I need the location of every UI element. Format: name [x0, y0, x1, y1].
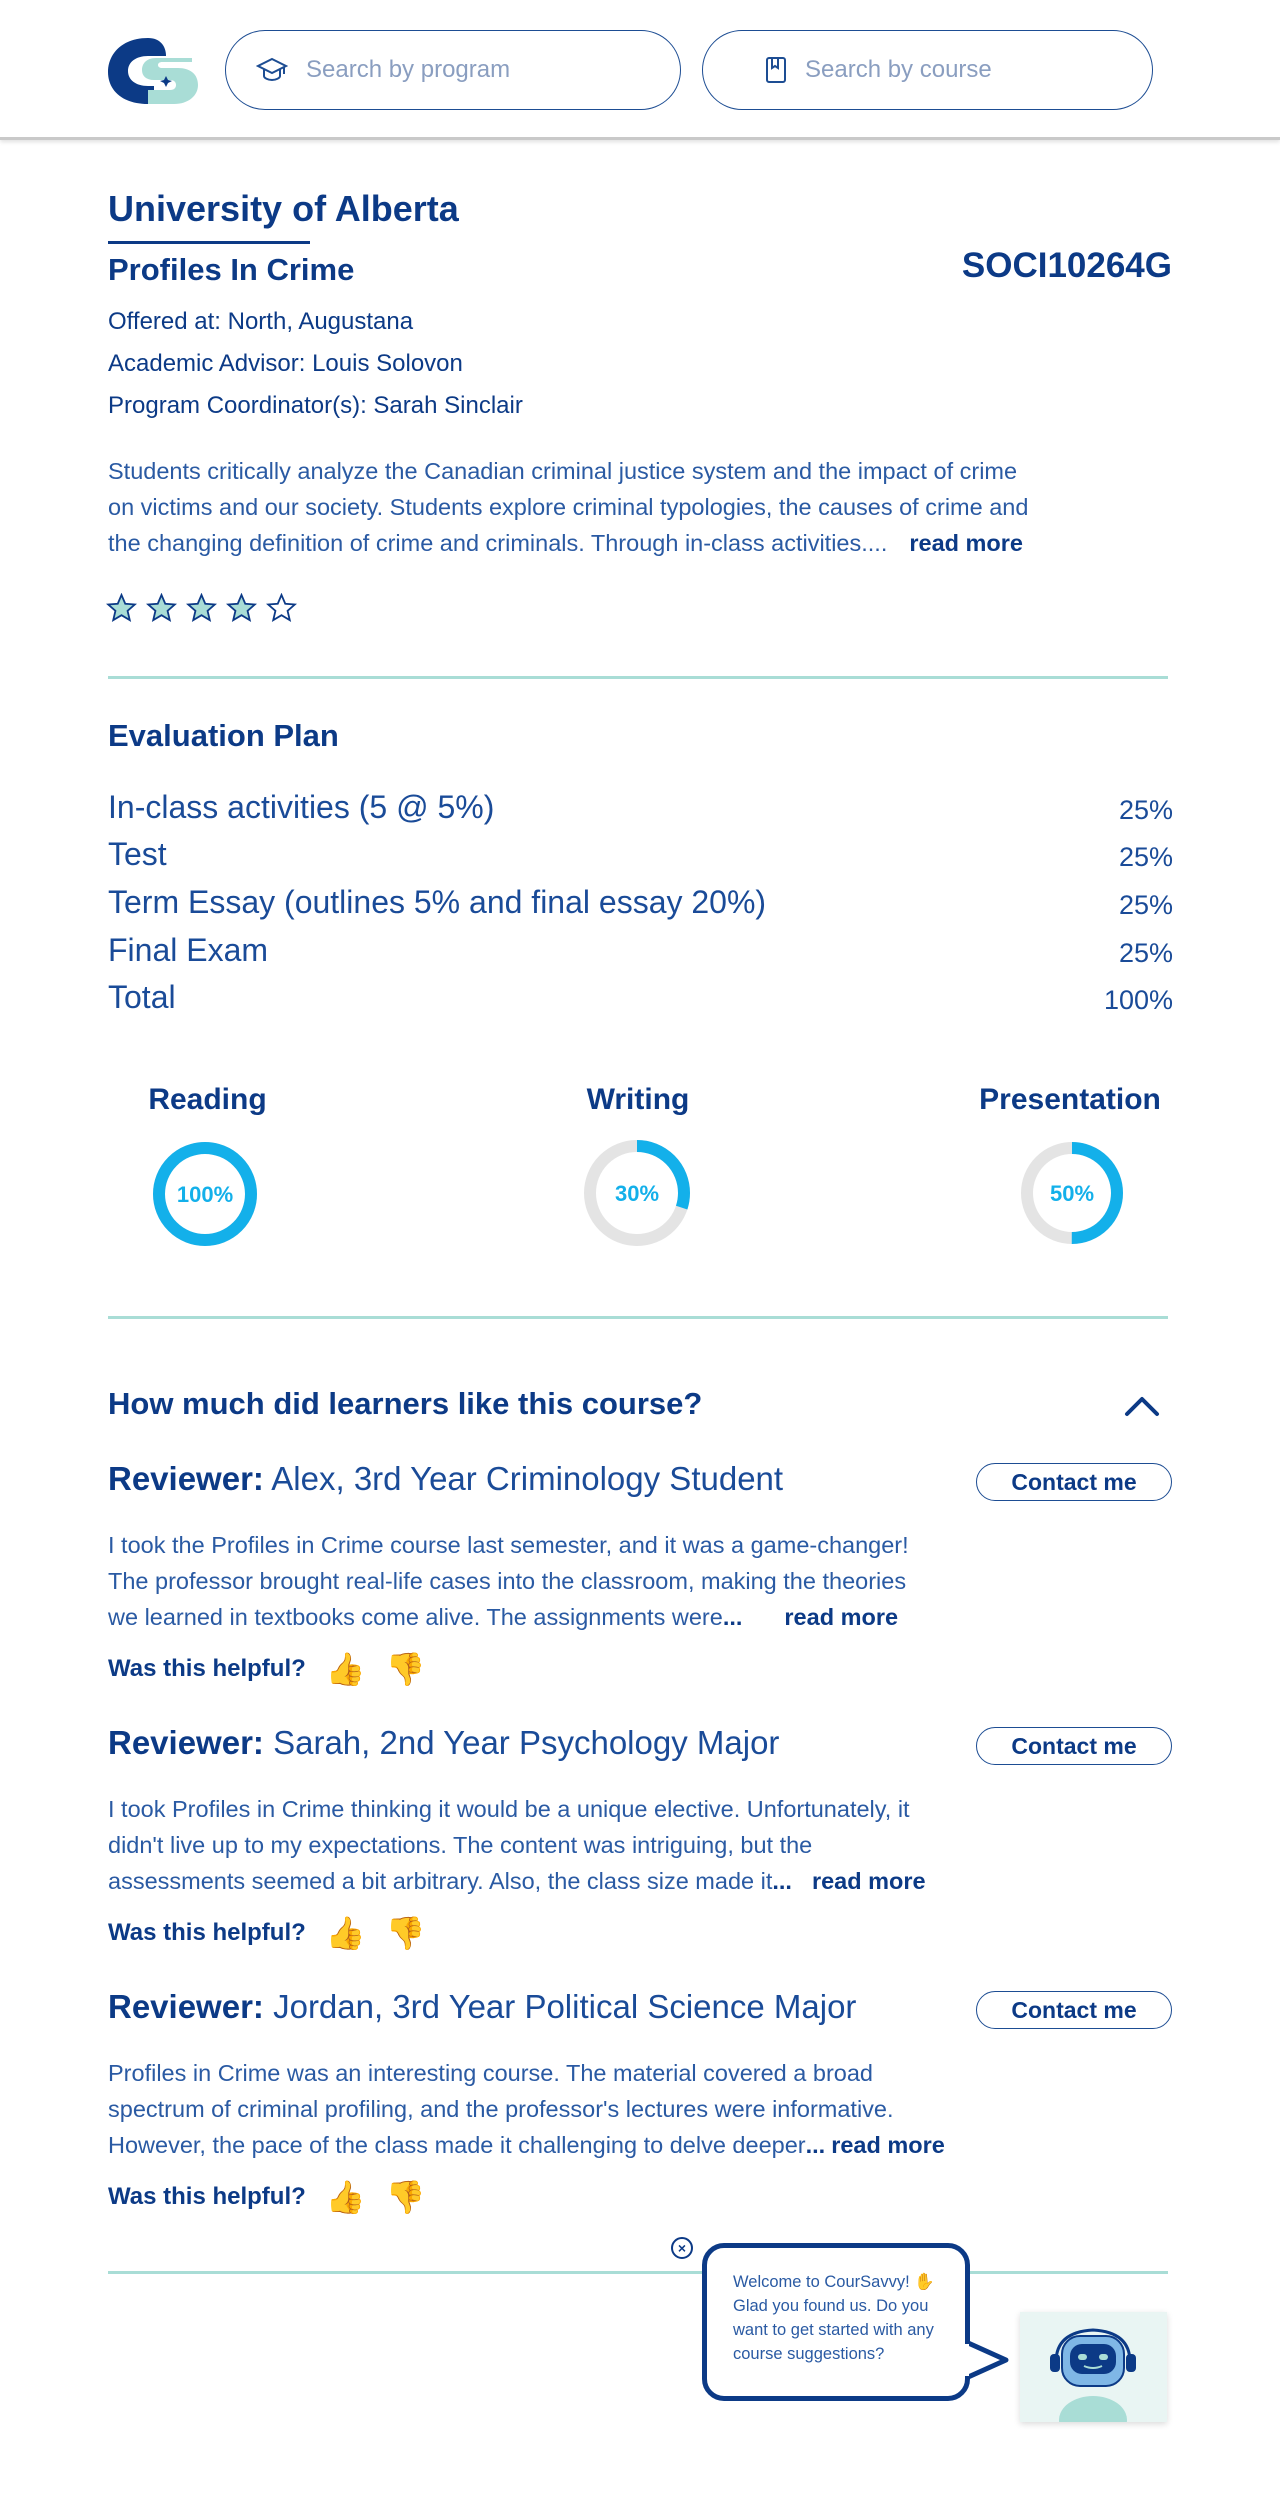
review-line	[108, 1599, 1088, 1635]
skill-writing	[573, 1083, 703, 1117]
university-name[interactable]: University of Alberta	[108, 188, 459, 229]
star-filled-icon[interactable]	[146, 593, 177, 624]
review-ellipsis: ...	[722, 1604, 743, 1630]
course-title: Profiles In Crime	[108, 252, 355, 287]
evaluation-label: Test	[108, 836, 167, 872]
contact-me-button[interactable]: Contact me	[976, 1727, 1172, 1765]
thumbs-up-icon[interactable]: 👍	[325, 2179, 366, 2215]
reviewer-prefix: Reviewer:	[108, 1460, 264, 1497]
chatbot-avatar[interactable]	[1020, 2312, 1167, 2422]
reading-percent-text: 100%	[176, 1182, 234, 1207]
reviewer-heading	[108, 1724, 779, 1762]
reviews-title: How much did learners like this course?	[108, 1386, 703, 1421]
helpful-row	[108, 2178, 425, 2216]
evaluation-row	[108, 932, 1173, 969]
evaluation-row	[108, 789, 1173, 826]
description-read-more-link[interactable]: read more	[909, 530, 1023, 556]
thumbs-up-icon[interactable]: 👍	[325, 1651, 366, 1687]
presentation-progress-ring	[1019, 1140, 1125, 1246]
top-bar	[0, 0, 1280, 140]
skill-reading	[140, 1083, 275, 1117]
evaluation-plan-title: Evaluation Plan	[108, 718, 339, 753]
search-program-input[interactable]	[225, 30, 681, 110]
thumbs-down-icon[interactable]: 👎	[385, 2179, 426, 2215]
contact-me-button[interactable]: Contact me	[976, 1991, 1172, 2029]
book-icon	[765, 56, 787, 84]
review-line-text: we learned in textbooks come alive. The assignments were	[108, 1604, 723, 1630]
review-line: I took the Profiles in Crime course last semester, and it was a game-changer!	[108, 1532, 909, 1558]
reviewer-name: Jordan, 3rd Year Political Science Major	[273, 1988, 857, 2025]
review-read-more-link[interactable]: read more	[831, 2132, 945, 2158]
search-course-placeholder: Search by course	[805, 56, 992, 83]
writing-percent-text: 30%	[614, 1181, 660, 1206]
evaluation-percent: 25%	[1118, 842, 1173, 872]
helpful-row	[108, 1914, 425, 1952]
helpful-label: Was this helpful?	[108, 1655, 306, 1682]
review-line: didn't live up to my expectations. The content was intriguing, but the	[108, 1832, 813, 1858]
description-line: on victims and our society. Students explore criminal typologies, the causes of crime and	[108, 494, 1029, 520]
review-line: I took Profiles in Crime thinking it would be a unique elective. Unfortunately, it	[108, 1796, 910, 1822]
reviewer-heading	[108, 1460, 783, 1498]
review-ellipsis: ...	[805, 2132, 826, 2158]
evaluation-label: Total	[108, 979, 176, 1015]
star-filled-icon[interactable]	[226, 593, 257, 624]
review-read-more-link[interactable]: read more	[784, 1604, 899, 1630]
reading-progress-ring	[151, 1140, 259, 1248]
offered-at: Offered at: North, Augustana	[108, 308, 414, 335]
star-empty-icon[interactable]	[266, 593, 297, 624]
search-course-input[interactable]	[702, 30, 1153, 110]
review-line	[108, 1863, 1088, 1899]
review-text	[108, 2055, 1088, 2163]
skill-presentation	[965, 1083, 1175, 1117]
description-line-text: the changing definition of crime and criminals. Through in-class activities....	[108, 530, 888, 556]
review-ellipsis: ...	[772, 1868, 792, 1894]
rating-stars[interactable]	[106, 593, 297, 624]
review-line: The professor brought real-life cases into the classroom, making the theories	[108, 1568, 907, 1594]
reviewer-prefix: Reviewer:	[108, 1724, 264, 1761]
review-text	[108, 1791, 1088, 1899]
university-underline	[108, 241, 310, 244]
chat-close-icon[interactable]: ×	[671, 2237, 693, 2259]
thumbs-up-icon[interactable]: 👍	[325, 1915, 366, 1951]
section-divider	[108, 676, 1168, 679]
evaluation-percent: 100%	[1103, 985, 1173, 1015]
thumbs-down-icon[interactable]: 👎	[385, 1651, 426, 1687]
evaluation-percent: 25%	[1118, 795, 1173, 825]
presentation-percent-text: 50%	[1049, 1181, 1095, 1206]
review-line-text: However, the pace of the class made it challenging to delve deeper	[108, 2132, 806, 2158]
star-filled-icon[interactable]	[186, 593, 217, 624]
chat-message: Welcome to CourSavvy! ✋ Glad you found us. Do you want to get started with any course suggestions?	[733, 2273, 935, 2363]
chat-bubble-tail	[960, 2338, 1012, 2382]
review-line: Profiles in Crime was an interesting course. The material covered a broad	[108, 2060, 873, 2086]
helpful-row	[108, 1650, 425, 1688]
review-text	[108, 1527, 1088, 1635]
section-divider	[108, 2271, 1168, 2274]
helpful-label: Was this helpful?	[108, 2183, 306, 2210]
search-program-placeholder: Search by program	[306, 56, 511, 83]
reviewer-name: Sarah, 2nd Year Psychology Major	[273, 1724, 780, 1761]
skill-label: Writing	[586, 1083, 690, 1116]
section-divider	[108, 1316, 1168, 1319]
evaluation-label: Final Exam	[108, 932, 269, 968]
chat-bubble	[702, 2243, 970, 2401]
course-code: SOCI10264G	[961, 246, 1172, 285]
evaluation-row-total	[108, 979, 1173, 1016]
review-line: spectrum of criminal profiling, and the professor's lectures were informative.	[108, 2096, 894, 2122]
program-coordinator: Program Coordinator(s): Sarah Sinclair	[108, 392, 523, 419]
evaluation-row	[108, 836, 1173, 873]
writing-progress-ring	[582, 1138, 692, 1248]
reviewer-heading	[108, 1988, 856, 2026]
reviewer-prefix: Reviewer:	[108, 1988, 264, 2025]
evaluation-label: Term Essay (outlines 5% and final essay 20%)	[108, 884, 767, 920]
star-filled-icon[interactable]	[106, 593, 137, 624]
skill-label: Reading	[148, 1083, 267, 1116]
reviewer-name: Alex, 3rd Year Criminology Student	[271, 1460, 784, 1497]
evaluation-row	[108, 884, 1173, 921]
helpful-label: Was this helpful?	[108, 1919, 306, 1946]
evaluation-percent: 25%	[1118, 890, 1173, 920]
academic-advisor: Academic Advisor: Louis Solovon	[108, 350, 463, 377]
course-description	[108, 453, 1178, 561]
chevron-up-icon[interactable]	[1124, 1394, 1160, 1418]
evaluation-percent: 25%	[1118, 938, 1173, 968]
thumbs-down-icon[interactable]: 👎	[385, 1915, 426, 1951]
review-read-more-link[interactable]: read more	[811, 1868, 926, 1894]
coursavvy-logo[interactable]	[108, 36, 198, 106]
description-line: Students critically analyze the Canadian criminal justice system and the impact of crime	[108, 458, 1018, 484]
graduation-cap-icon	[256, 57, 288, 83]
skill-label: Presentation	[979, 1083, 1161, 1116]
review-line-text: assessments seemed a bit arbitrary. Also, the class size made it	[108, 1868, 773, 1894]
description-line	[108, 525, 1178, 561]
review-line	[108, 2127, 1088, 2163]
contact-me-button[interactable]: Contact me	[976, 1463, 1172, 1501]
robot-icon	[1020, 2312, 1167, 2422]
evaluation-label: In-class activities (5 @ 5%)	[108, 789, 495, 825]
